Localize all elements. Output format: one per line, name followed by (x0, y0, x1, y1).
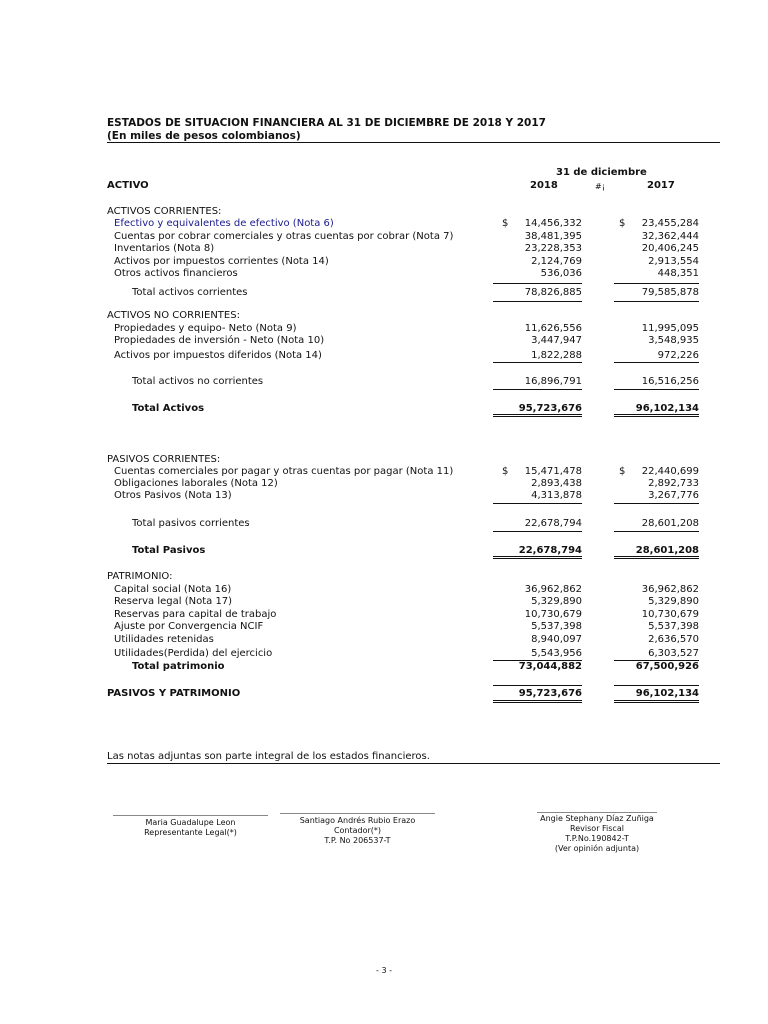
row-label: Activos por impuestos diferidos (Nota 14) (114, 350, 322, 361)
total-2017: 28,601,208 (641, 518, 699, 529)
pasivos-patrimonio-2018: 95,723,676 (518, 688, 582, 699)
signature-tp: T.P.No.190842-T (565, 834, 629, 843)
subtotal-rule-2018 (493, 283, 582, 284)
row-label: Inventarios (Nota 8) (114, 243, 215, 254)
activo-heading: ACTIVO (107, 180, 149, 191)
value-2017: 6,303,527 (648, 648, 699, 659)
total-patrimonio-label: Total patrimonio (132, 661, 225, 672)
value-2018: 5,543,956 (531, 648, 582, 659)
value-2017: 2,913,554 (648, 256, 699, 267)
activos-no-corrientes-heading: ACTIVOS NO CORRIENTES: (107, 310, 240, 321)
total-rule-2018 (493, 389, 582, 390)
total-rule-2018 (493, 301, 582, 302)
row-label: Efectivo y equivalentes de efectivo (Nota 6) (114, 218, 334, 229)
total-2018: 22,678,794 (524, 518, 582, 529)
value-2018: 36,962,862 (524, 584, 582, 595)
currency-symbol: $ (502, 466, 509, 477)
value-2017: 22,440,699 (641, 466, 699, 477)
footnote: Las notas adjuntas son parte integral de los estados financieros. (107, 751, 430, 762)
value-2018: 5,329,890 (531, 596, 582, 607)
signature-tp: T.P. No 206537-T (324, 836, 391, 845)
activos-corrientes-heading: ACTIVOS CORRIENTES: (107, 206, 222, 217)
currency-symbol: $ (619, 466, 626, 477)
double-rule-2018 (493, 416, 582, 417)
row-label: Cuentas comerciales por pagar y otras cuentas por pagar (Nota 11) (114, 466, 454, 477)
value-2018: 3,447,947 (531, 335, 582, 346)
total-label: Total activos no corrientes (132, 376, 264, 387)
row-label: Reserva legal (Nota 17) (114, 596, 233, 607)
double-rule-2018 (493, 556, 582, 557)
value-2018: 11,626,556 (524, 323, 582, 334)
double-rule-2017 (614, 416, 699, 417)
value-2017: 5,537,398 (648, 621, 699, 632)
total-2018: 16,896,791 (524, 376, 582, 387)
statement-subtitle: (En miles de pesos colombianos) (107, 130, 301, 142)
double-rule-2017 (614, 556, 699, 557)
value-2017: 972,226 (657, 350, 699, 361)
value-2018: 8,940,097 (531, 634, 582, 645)
total-2017: 16,516,256 (641, 376, 699, 387)
row-label: Otros Pasivos (Nota 13) (114, 490, 232, 501)
value-2018: 14,456,332 (524, 218, 582, 229)
pasivos-patrimonio-2017: 96,102,134 (635, 688, 699, 699)
row-label: Cuentas por cobrar comerciales y otras cuentas por cobrar (Nota 7) (114, 231, 454, 242)
total-activos-2018: 95,723,676 (518, 403, 582, 414)
total-activos-label: Total Activos (132, 403, 205, 414)
value-2018: 38,481,395 (524, 231, 582, 242)
value-2017: 2,892,733 (648, 478, 699, 489)
footnote-rule (107, 763, 720, 764)
subtotal-rule-2017 (614, 283, 699, 284)
statement-title: ESTADOS DE SITUACION FINANCIERA AL 31 DE DICIEMBRE DE 2018 Y 2017 (107, 117, 546, 129)
signature-role: Contador(*) (333, 826, 382, 835)
row-label: Propiedades de inversión - Neto (Nota 10) (114, 335, 325, 346)
value-2017: 3,548,935 (648, 335, 699, 346)
total-rule-2017 (614, 389, 699, 390)
signature-name: Santiago Andrés Rubio Erazo (299, 816, 416, 825)
page-number: - 3 - (376, 966, 392, 975)
row-label: Otros activos financieros (114, 268, 238, 279)
value-2018: 5,537,398 (531, 621, 582, 632)
signature-fiscal-auditor (522, 814, 672, 854)
pasivos-corrientes-heading: PASIVOS CORRIENTES: (107, 454, 221, 465)
total-2017: 79,585,878 (641, 287, 699, 298)
patrimonio-heading: PATRIMONIO: (107, 571, 173, 582)
double-rule-2017 (614, 702, 699, 703)
signature-accountant (280, 816, 435, 846)
total-label: Total activos corrientes (132, 287, 248, 298)
value-2018: 2,124,769 (531, 256, 582, 267)
double-rule-2017 (614, 700, 699, 701)
currency-symbol: $ (619, 218, 626, 229)
value-2018: 10,730,679 (524, 609, 582, 620)
value-2018: 4,313,878 (531, 490, 582, 501)
value-2017: 3,267,776 (648, 490, 699, 501)
total-patrimonio-2017: 67,500,926 (635, 661, 699, 672)
value-2018: 536,036 (540, 268, 582, 279)
signature-role: Revisor Fiscal (570, 824, 624, 833)
total-pasivos-2017: 28,601,208 (635, 545, 699, 556)
signature-line (280, 813, 435, 814)
subtotal-rule-2017 (614, 503, 699, 504)
subtotal-rule-2017 (614, 685, 699, 686)
total-patrimonio-2018: 73,044,882 (518, 661, 582, 672)
double-rule-2017 (614, 558, 699, 559)
signature-note: (Ver opinión adjunta) (554, 844, 640, 853)
currency-symbol: $ (502, 218, 509, 229)
value-2017: 11,995,095 (641, 323, 699, 334)
row-label: Ajuste por Convergencia NCIF (114, 621, 264, 632)
value-2017: 5,329,890 (648, 596, 699, 607)
value-2017: 32,362,444 (641, 231, 699, 242)
value-2018: 23,228,353 (524, 243, 582, 254)
value-2018: 15,471,478 (524, 466, 582, 477)
double-rule-2018 (493, 414, 582, 415)
row-label: Propiedades y equipo- Neto (Nota 9) (114, 323, 297, 334)
value-2017: 36,962,862 (641, 584, 699, 595)
value-2017: 20,406,245 (641, 243, 699, 254)
header-rule (107, 142, 720, 143)
value-2017: 23,455,284 (641, 218, 699, 229)
signature-role: Representante Legal(*) (144, 828, 237, 837)
value-2018: 1,822,288 (531, 350, 582, 361)
signature-line (537, 812, 657, 813)
value-2017: 10,730,679 (641, 609, 699, 620)
double-rule-2018 (493, 702, 582, 703)
row-label: Capital social (Nota 16) (114, 584, 232, 595)
signature-legal-rep (113, 818, 268, 838)
signature-name: Angie Stephany Díaz Zuñiga (540, 814, 654, 823)
row-label: Reservas para capital de trabajo (114, 609, 277, 620)
double-rule-2017 (614, 414, 699, 415)
column-marker: #¡ (595, 182, 605, 191)
value-2018: 2,893,438 (531, 478, 582, 489)
double-rule-2018 (493, 558, 582, 559)
total-2018: 78,826,885 (524, 287, 582, 298)
subtotal-rule-2018 (493, 362, 582, 363)
total-pasivos-2018: 22,678,794 (518, 545, 582, 556)
value-2017: 448,351 (657, 268, 699, 279)
value-2017: 2,636,570 (648, 634, 699, 645)
signature-name: Maria Guadalupe Leon (145, 818, 236, 827)
pasivos-patrimonio-label: PASIVOS Y PATRIMONIO (107, 688, 241, 699)
total-rule-2017 (614, 301, 699, 302)
row-label: Utilidades retenidas (114, 634, 214, 645)
signature-line (113, 815, 268, 816)
total-pasivos-label: Total Pasivos (132, 545, 206, 556)
subtotal-rule-2017 (614, 362, 699, 363)
total-label: Total pasivos corrientes (132, 518, 250, 529)
year-2018-header: 2018 (530, 180, 558, 191)
double-rule-2018 (493, 700, 582, 701)
total-activos-2017: 96,102,134 (635, 403, 699, 414)
total-rule-2017 (614, 531, 699, 532)
row-label: Utilidades(Perdida) del ejercicio (114, 648, 273, 659)
row-label: Obligaciones laborales (Nota 12) (114, 478, 278, 489)
subtotal-rule-2018 (493, 503, 582, 504)
column-group-label: 31 de diciembre (556, 167, 647, 178)
total-rule-2018 (493, 531, 582, 532)
subtotal-rule-2018 (493, 685, 582, 686)
year-2017-header: 2017 (647, 180, 675, 191)
row-label: Activos por impuestos corrientes (Nota 14) (114, 256, 329, 267)
